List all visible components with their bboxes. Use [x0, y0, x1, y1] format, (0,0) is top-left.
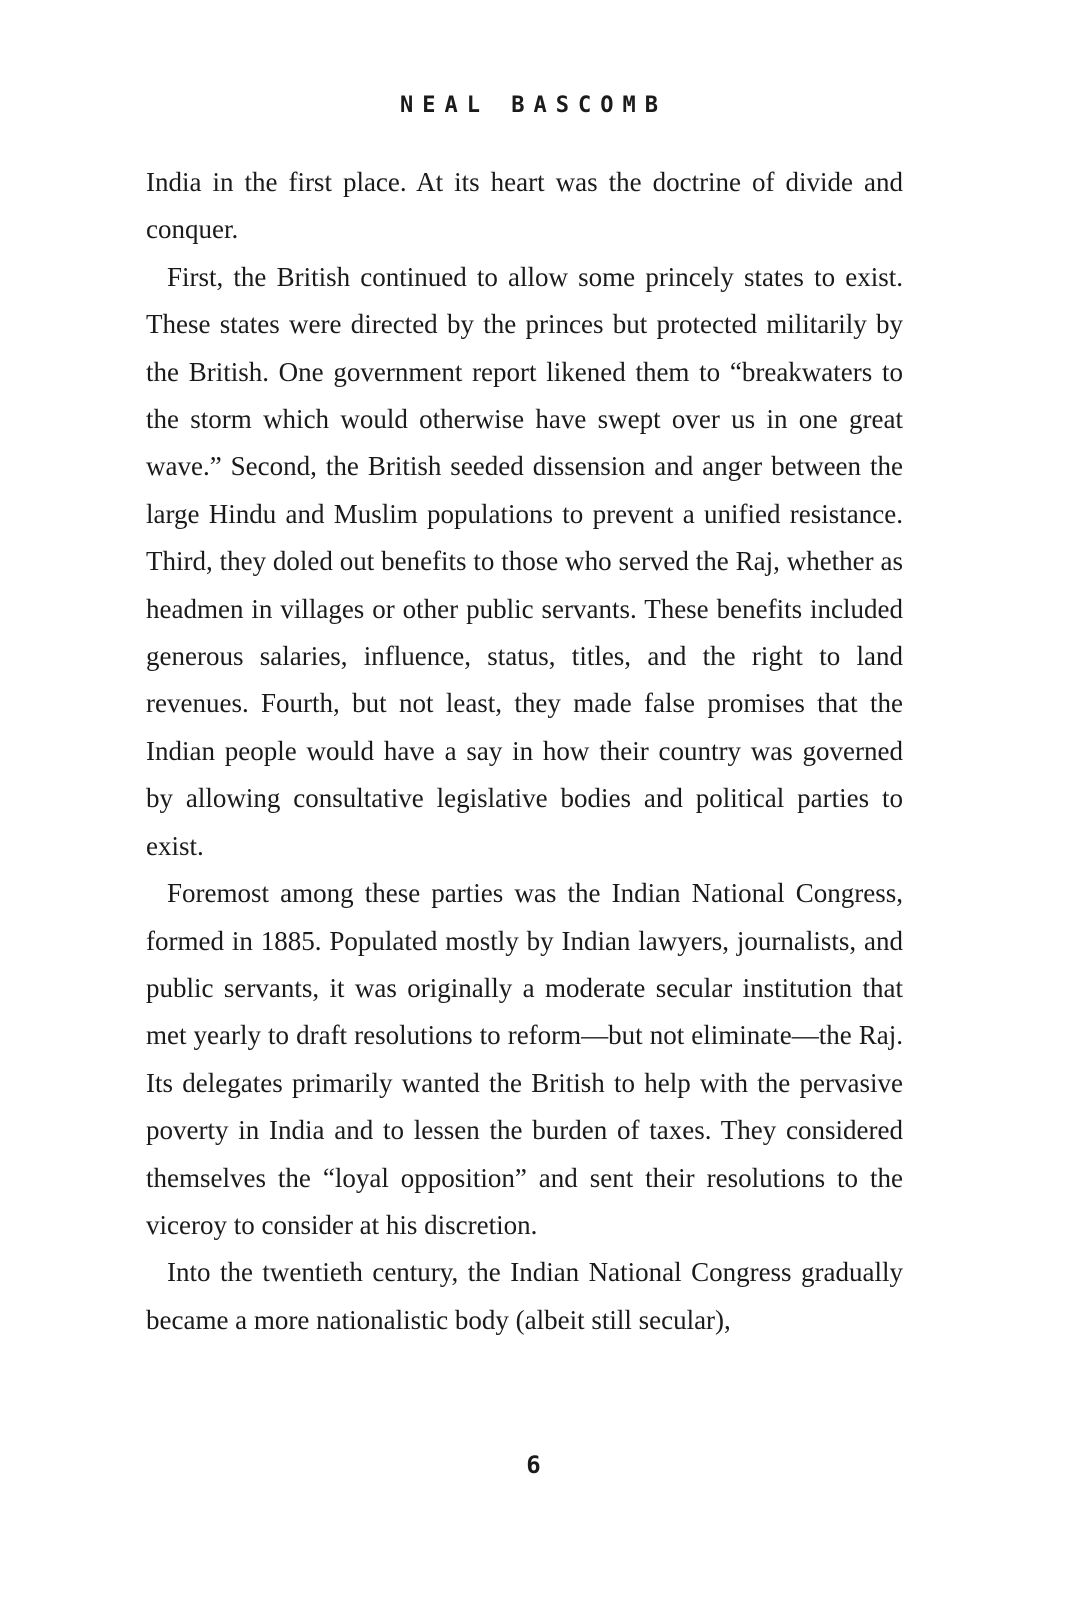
paragraph: First, the British continued to allow some princely states to exist. These states were directed by the princes but protected militarily by the British. One government report likened them to “breakwaters to the storm which would otherwise have swept over us in one great wave.” Second, the British seeded dissension and anger between the large Hindu and Muslim populations to prevent a unified resistance. Third, they doled out benefits to those who served the Raj, whether as headmen in villages or other public servants. These benefits included generous salaries, influence, status, titles, and the right to land revenues. Fourth, but not least, they made false promises that the Indian people would have a say in how their country was governed by allowing consultative legislative bodies and political parties to exist.	[146, 261, 903, 861]
paragraph: Into the twentieth century, the Indian National Congress gradually became a more nationalistic body (albeit still secular),	[146, 1257, 903, 1335]
paragraph-continuation: India in the first place. At its heart was the doctrine of divide and conquer.	[146, 167, 903, 245]
paragraph: Foremost among these parties was the Indian National Congress, formed in 1885. Populated mostly by Indian lawyers, journalists, and public servants, it was originally a moderate secular institution that met yearly to draft resolutions to reform—but not eliminate—the Raj. Its delegates primarily wanted the British to help with the pervasive poverty in India and to lessen the burden of taxes. They considered themselves the “loyal opposition” and sent their resolutions to the viceroy to consider at his discretion.	[146, 878, 903, 1240]
page-number: 6	[526, 1451, 541, 1479]
running-head: NEAL BASCOMB	[400, 93, 667, 118]
body-text	[146, 159, 903, 1344]
